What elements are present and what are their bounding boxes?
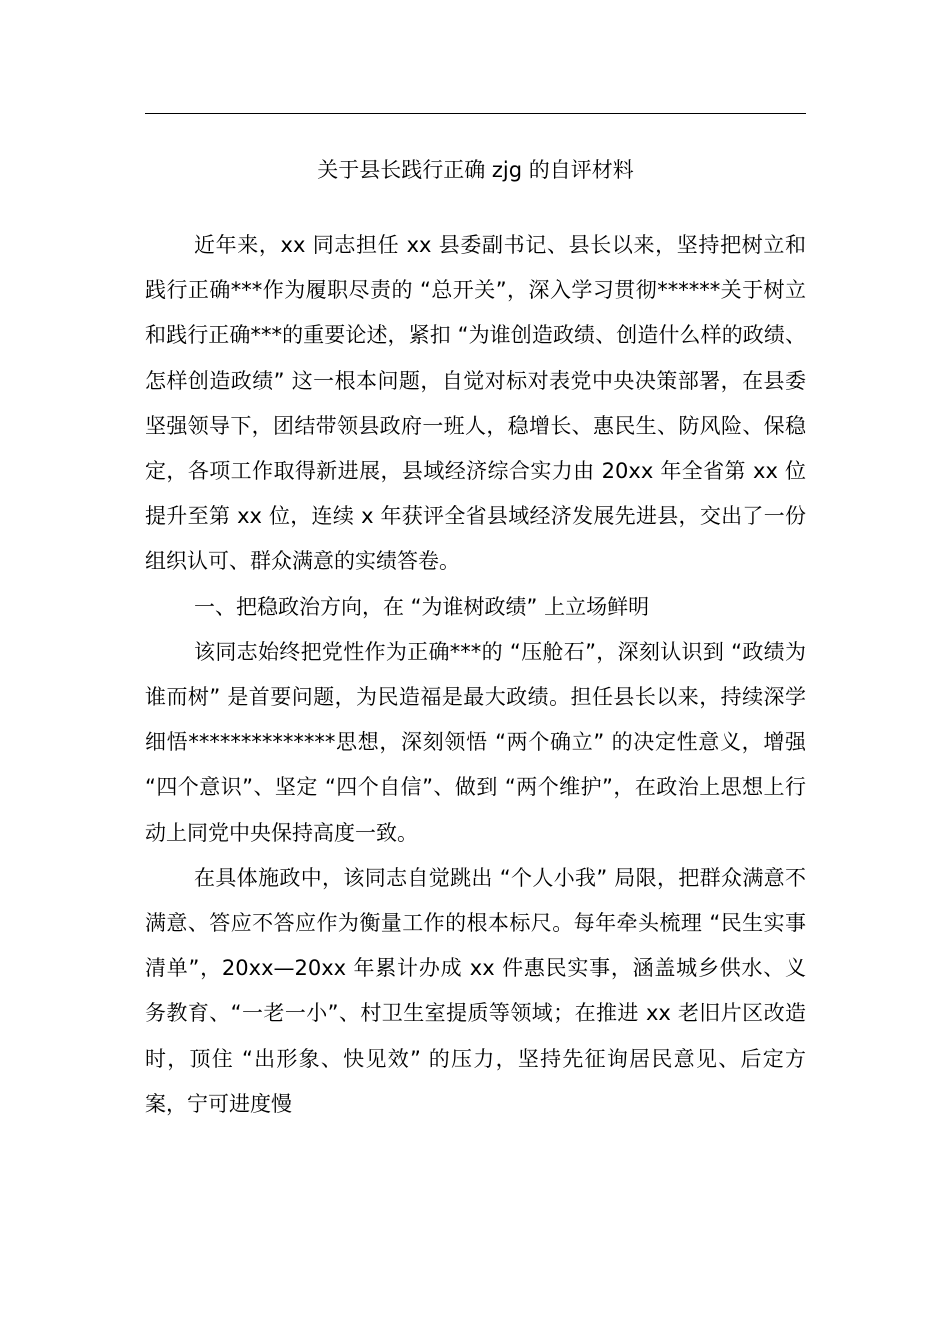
body-paragraph: 在具体施政中，该同志自觉跳出 “个人小我” 局限，把群众满意不满意、答应不答应作为衡量工作的根本标尺。每年牵头梳理 “民生实事清单”，20xx—20xx 年累计办成 xx 件惠民实事，涵盖城乡供水、义务教育、“一老一小”、村卫生室提质等领域；在推进 xx 老旧片区改造时，顶住 “出形象、快见效” 的压力，坚持先征询居民意见、后定方案，宁可进度慢: [145, 865, 806, 1116]
document-body: [145, 223, 806, 1127]
body-paragraph: 该同志始终把党性作为正确***的 “压舱石”，深刻认识到 “政绩为谁而树” 是首要问题，为民造福是最大政绩。担任县长以来，持续深学细悟**************思想，深刻领悟 “两个确立” 的决定性意义，增强 “四个意识”、坚定 “四个自信”、做到 “两个维护”，在政治上思想上行动上同党中央保持高度一致。: [145, 639, 806, 845]
intro-paragraph: 近年来，xx 同志担任 xx 县委副书记、县长以来，坚持把树立和践行正确***作为履职尽责的 “总开关”，深入学习贯彻******关于树立和践行正确***的重要论述，紧扣 “为谁创造政绩、创造什么样的政绩、怎样创造政绩” 这一根本问题，自觉对标对表党中央决策部署，在县委坚强领导下，团结带领县政府一班人，稳增长、惠民生、防风险、保稳定，各项工作取得新进展，县域经济综合实力由 20xx 年全省第 xx 位提升至第 xx 位，连续 x 年获评全省县域经济发展先进县，交出了一份组织认可、群众满意的实绩答卷。: [145, 233, 806, 574]
section-heading-1: 一、把稳政治方向，在 “为谁树政绩” 上立场鲜明: [194, 594, 650, 619]
document-title: 关于县长践行正确 zjg 的自评材料: [317, 158, 634, 182]
header-rule: [145, 113, 806, 114]
